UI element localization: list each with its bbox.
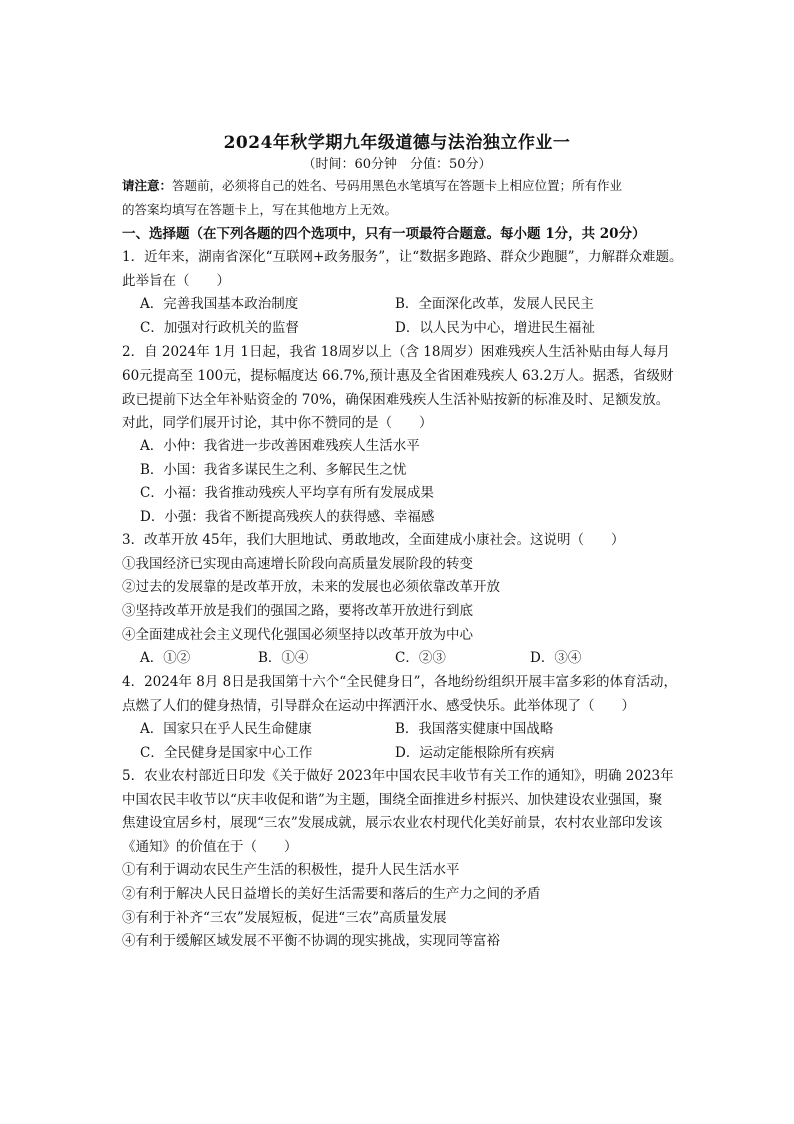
- q5-stem-line: 焦建设宜居乡村，展现“三农”发展成就，展示农业农村现代化美好前景，农村农业部印发该: [122, 815, 663, 831]
- q5-statement: ①有利于调动农民生产生活的积极性，提升人民生活水平: [122, 862, 460, 878]
- notice-line-2: 的答案均填写在答题卡上，写在其他地方上无效。: [122, 202, 398, 217]
- q5-statement: ②有利于解决人民日益增长的美好生活需要和落后的生产力之间的矛盾: [122, 886, 541, 902]
- q2-stem-line: 对此，同学们展开讨论，其中你不赞同的是（ ）: [122, 415, 433, 431]
- q3-option-d: D．③④: [530, 650, 582, 666]
- q1-stem-line: 1．近年来，湖南省深化“互联网+政务服务”，让“数据多跑路、群众少跑腿”，力解群众难题。: [122, 249, 683, 265]
- q2-option-c: C．小福：我省推动残疾人平均享有所有发展成果: [140, 485, 434, 501]
- q4-option-a: A．国家只在乎人民生命健康: [140, 721, 312, 737]
- q4-option-d: D．运动定能根除所有疾病: [395, 745, 555, 761]
- q2-option-a: A．小仲：我省进一步改善困难残疾人生活水平: [140, 438, 420, 454]
- q4-stem-line: 4．2024年 8月 8日是我国第十六个“全民健身日”，各地纷纷组织开展丰富多彩的体育活动，: [122, 674, 678, 690]
- q3-stem-line: 3．改革开放 45年，我们大胆地试、勇敢地改，全面建成小康社会。这说明（ ）: [122, 532, 625, 548]
- notice-line-1: [122, 174, 678, 198]
- exam-time-score: （时间：60分钟 分值：50分）: [302, 157, 492, 172]
- section-heading: 一、选择题（在下列各题的四个选项中，只有一项最符合题意。每小题 1分，共 20分）: [122, 226, 646, 242]
- notice-text-1: 答题前，必须将自己的姓名、号码用黑色水笔填写在答题卡上相应位置；所有作业: [172, 178, 623, 193]
- page-title: 2024年秋学期九年级道德与法治独立作业一: [223, 133, 571, 153]
- q5-stem-line: 中国农民丰收节以“庆丰收促和谐”为主题，围绕全面推进乡村振兴、加快建设农业强国，聚: [122, 792, 663, 808]
- q5-stem-line: 《通知》的价值在于（ ）: [122, 839, 298, 855]
- q1-option-b: B．全面深化改革，发展人民民主: [395, 296, 594, 312]
- q5-stem-line: 5．农业农村部近日印发《关于做好 2023年中国农民丰收节有关工作的通知》，明确 2023年: [122, 768, 674, 784]
- q1-option-a: A．完善我国基本政治制度: [140, 296, 299, 312]
- q2-stem-line: 60元提高至 100元，提标幅度达 66.7%,预计惠及全省困难残疾人 63.2万人。据悉，省级财: [122, 368, 674, 384]
- q5-statement: ③有利于补齐“三农”发展短板，促进“三农”高质量发展: [122, 910, 447, 926]
- q2-option-b: B．小国：我省多谋民生之利、多解民生之忧: [140, 462, 407, 478]
- q3-option-b: B．①④: [258, 650, 309, 666]
- q1-option-d: D．以人民为中心，增进民生福祉: [395, 320, 595, 336]
- q1-option-c: C．加强对行政机关的监督: [140, 320, 299, 336]
- q5-statement: ④有利于缓解区域发展不平衡不协调的现实挑战，实现同等富裕: [122, 933, 500, 949]
- notice-label: 请注意：: [122, 178, 173, 193]
- q4-stem-line: 点燃了人们的健身热情，引导群众在运动中挥洒汗水、感受快乐。此举体现了（ ）: [122, 698, 635, 714]
- q3-option-c: C．②③: [395, 650, 446, 666]
- q3-option-a: A．①②: [140, 650, 191, 666]
- q1-stem-line: 此举旨在（ ）: [122, 273, 230, 289]
- q2-stem-line: 2．自 2024年 1月 1日起，我省 18周岁以上（含 18周岁）困难残疾人生活补贴由每人每月: [122, 344, 670, 360]
- q3-statement: ③坚持改革开放是我们的强国之路，要将改革开放进行到底: [122, 603, 473, 619]
- q3-statement: ②过去的发展靠的是改革开放，未来的发展也必须依靠改革开放: [122, 579, 500, 595]
- q4-option-b: B．我国落实健康中国战略: [395, 721, 554, 737]
- q4-option-c: C．全民健身是国家中心工作: [140, 745, 313, 761]
- q3-statement: ①我国经济已实现由高速增长阶段向高质量发展阶段的转变: [122, 556, 473, 572]
- q3-statement: ④全面建成社会主义现代化强国必须坚持以改革开放为中心: [122, 627, 473, 643]
- q2-stem-line: 政已提前下达全年补贴资金的 70%，确保困难残疾人生活补贴按新的标准及时、足额发放。: [122, 392, 670, 408]
- q2-option-d: D．小强：我省不断提高残疾人的获得感、幸福感: [140, 509, 435, 525]
